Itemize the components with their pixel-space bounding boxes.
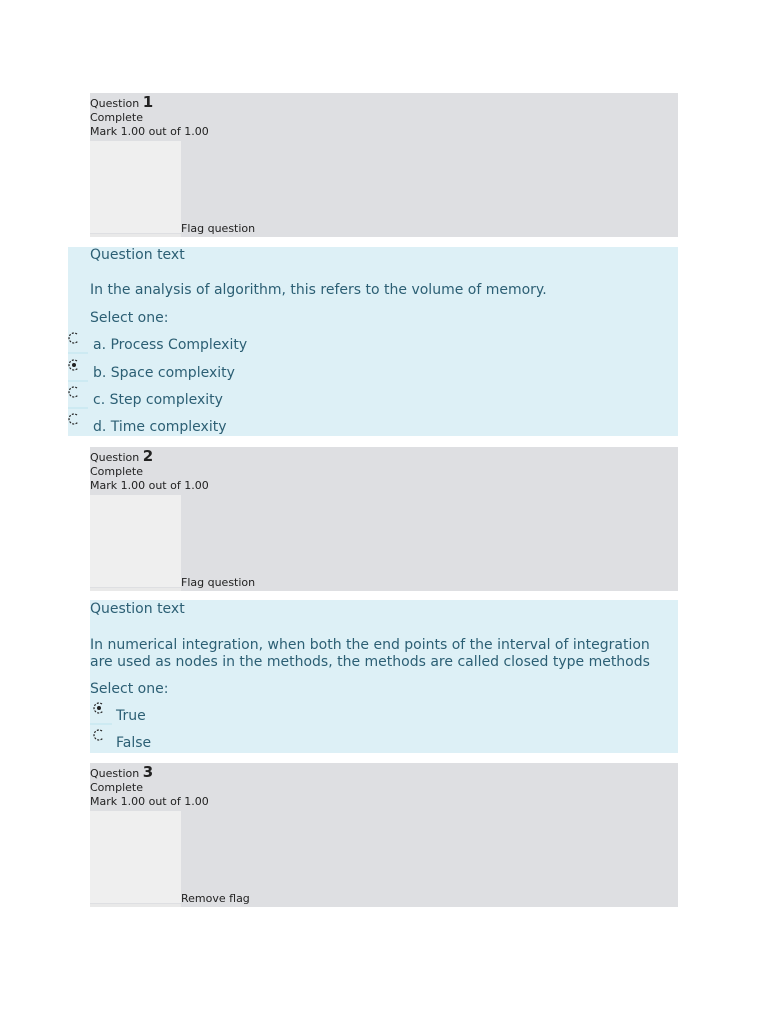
question-number: 1	[142, 93, 154, 111]
question-text-line-2: are used as nodes in the methods, the methods are called closed type methods	[90, 654, 650, 670]
flag-box	[90, 811, 181, 903]
option-b[interactable]: b. Space complexity	[93, 365, 235, 381]
option-a[interactable]: a. Process Complexity	[93, 337, 248, 353]
flag-box	[90, 141, 181, 233]
radio-selected-icon[interactable]	[68, 358, 80, 374]
option-divider	[68, 352, 88, 354]
question-2-content	[90, 600, 678, 753]
question-label: Question	[90, 451, 140, 464]
option-divider	[68, 380, 88, 382]
question-status: Complete	[90, 111, 144, 124]
remove-flag-link[interactable]: Remove flag	[181, 892, 250, 905]
question-text: In the analysis of algorithm, this refers to the volume of memory.	[90, 282, 547, 298]
question-3-info	[90, 763, 678, 907]
question-text-heading: Question text	[90, 601, 185, 617]
radio-unselected-icon[interactable]	[68, 385, 80, 401]
question-number: 2	[142, 447, 154, 465]
question-mark: Mark 1.00 out of 1.00	[90, 125, 209, 138]
question-mark: Mark 1.00 out of 1.00	[90, 795, 209, 808]
select-one-label: Select one:	[90, 681, 169, 697]
radio-unselected-icon[interactable]	[68, 331, 80, 347]
radio-unselected-icon[interactable]	[93, 728, 105, 744]
flag-box	[90, 495, 181, 587]
question-status: Complete	[90, 465, 144, 478]
question-2-info	[90, 447, 678, 591]
question-number: 3	[142, 763, 154, 781]
option-divider	[68, 407, 88, 409]
question-label: Question	[90, 767, 140, 780]
select-one-label: Select one:	[90, 310, 169, 326]
question-mark: Mark 1.00 out of 1.00	[90, 479, 209, 492]
flag-question-link[interactable]: Flag question	[181, 222, 256, 235]
flag-question-link[interactable]: Flag question	[181, 576, 256, 589]
option-divider	[90, 723, 112, 725]
option-false[interactable]: False	[116, 735, 152, 751]
question-text-heading: Question text	[90, 247, 185, 263]
divider	[90, 588, 181, 591]
question-status: Complete	[90, 781, 144, 794]
option-true[interactable]: True	[116, 708, 146, 724]
question-1-info	[90, 93, 678, 237]
divider	[90, 904, 181, 907]
option-d[interactable]: d. Time complexity	[93, 419, 227, 435]
divider	[90, 234, 181, 237]
radio-unselected-icon[interactable]	[68, 412, 80, 428]
option-c[interactable]: c. Step complexity	[93, 392, 223, 408]
question-label: Question	[90, 97, 140, 110]
radio-selected-icon[interactable]	[93, 701, 105, 717]
question-text-line-1: In numerical integration, when both the end points of the interval of integration	[90, 637, 650, 653]
